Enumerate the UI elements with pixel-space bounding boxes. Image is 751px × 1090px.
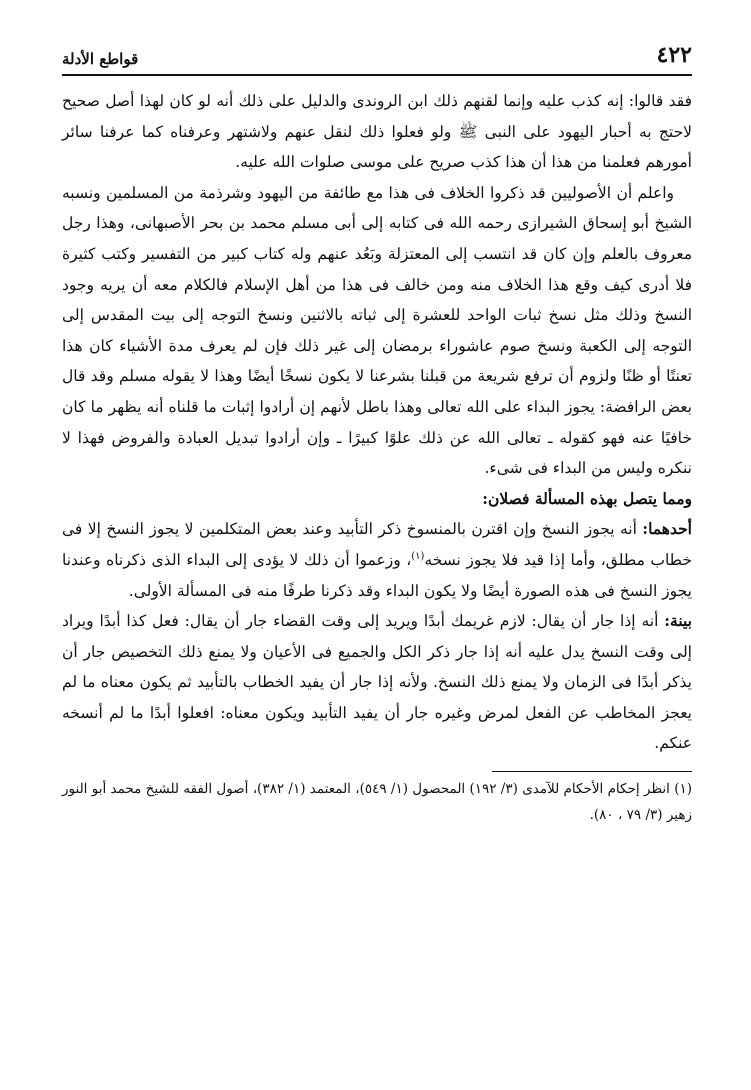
paragraph-1	[62, 86, 692, 178]
paragraph-text: أنه يجوز النسخ وإن اقترن بالمنسوخ ذكر التأبيد وعند بعض المتكلمين لا يجوز النسخ إلا فى خطاب مطلق، وأما إذا قيد فلا يجوز نسخه	[62, 520, 692, 569]
paragraph-first-point	[62, 514, 692, 606]
paragraph-text-continued: ، وزعموا أن ذلك لا يؤدى إلى البداء الذى ذكرناه وعندنا يجوز النسخ فى هذه الصورة أيضًا ولا يكون البداء وقد ذكرنا طرفًا منه فى المسألة الأولى.	[62, 550, 692, 600]
paragraph-evidence	[62, 606, 692, 759]
paragraph-lead: بينة:	[664, 611, 692, 631]
section-heading-text: ومما يتصل بهذه المسألة فصلان:	[482, 488, 692, 508]
paragraph-2	[62, 178, 692, 484]
paragraph-text: فقد قالوا: إنه كذب عليه وإنما لقنهم ذلك ابن الروندى والدليل على ذلك أنه لو كان لهذا أصل صحيح لاحتج به أحبار اليهود على النبى ﷺ ولو فعلوا ذلك لنقل عنهم ولاشتهر وعرفناه كما عرفنا سائر أمورهم فعلمنا من هذا أن هذا كذب صريح على موسى صلوات الله عليه.	[62, 92, 692, 172]
footnote-rule	[492, 771, 692, 772]
footnote-1: (١) انظر إحكام الأحكام للآمدى (٣/ ١٩٢) المحصول (١/ ٥٤٩)، المعتمد (١/ ٣٨٢)، أصول الفقه للشيخ محمد أبو النور زهير (٣/ ٧٩ ، ٨٠).	[62, 781, 693, 824]
section-heading	[62, 484, 692, 515]
paragraph-lead: أحدهما:	[642, 519, 692, 539]
body-text	[62, 86, 692, 759]
running-title: قواطع الأدلة	[62, 50, 139, 68]
footnote-reference[interactable]: (١)	[411, 550, 425, 562]
paragraph-text: أنه إذا جار أن يقال: لازم غريمك أبدًا ويريد إلى وقت القضاء جار أن يقال: فعل كذا أبدًا ويراد إلى وقت النسخ يدل عليه أنه إذا جار ذكر الكل والجميع فى الأعيان ولا يمنع ذلك التخصيص جار أن يذكر أبدًا فى الزمان ولا يمنع ذلك النسخ. ولأنه إذا جار أن يفيد الخطاب بالتأبيد ثم يكون معناه ما لم يعجز المخاطب عن الفعل لمرض وغيره جار أن يفيد التأبيد ويكون معناه: افعلوا أبدًا ما لم أنسخه عنكم.	[62, 612, 692, 753]
footnotes	[62, 776, 692, 828]
page-header	[62, 38, 692, 68]
header-rule	[62, 74, 692, 76]
page	[62, 38, 692, 828]
paragraph-text: واعلم أن الأصوليين قد ذكروا الخلاف فى هذا مع طائفة من اليهود وشرذمة من المسلمين ونسبه الشيخ أبو إسحاق الشيرازى رحمه الله فى كتابه إلى أبى مسلم محمد بن بحر الأصبهانى، وهذا رجل معروف بالعلم وإن كان قد انتسب إلى المعتزلة وبَعُد عنهم وله كتاب كبير من التفسير وكتب كثيرة فلا أدرى كيف وقع هذا الخلاف منه ومن خالف فى هذا من أهل الإسلام فالكلام معه أن يريه وجود النسخ وذلك مثل نسخ ثبات الواحد للعشرة إلى ثباته بالاثنين ونسخ التوجه إلى بيت المقدس إلى التوجه إلى الكعبة ونسخ صوم عاشوراء برمضان إلى غير ذلك فإن لم يعرف مدة الأشياء كان هذا تعنتًا أو ظنًا ولزوم أن ترفع شريعة من قبلنا بشرعنا لا يكون نسخًا أيضًا وهذا لا يقوله مسلم وقد قال بعض الرافضة: يجوز البداء على الله تعالى وهذا باطل لأنهم إن أرادوا إثبات ما قلناه أنه يظهر ما كان خافيًا عنه فهو كقوله ـ تعالى الله عن ذلك علوًا كبيرًا ـ وإن أرادوا تبديل العبادة والفروض فهذا لا ننكره وليس من البداء فى شىء.	[62, 183, 692, 478]
page-number: ٤٢٢	[656, 42, 692, 68]
